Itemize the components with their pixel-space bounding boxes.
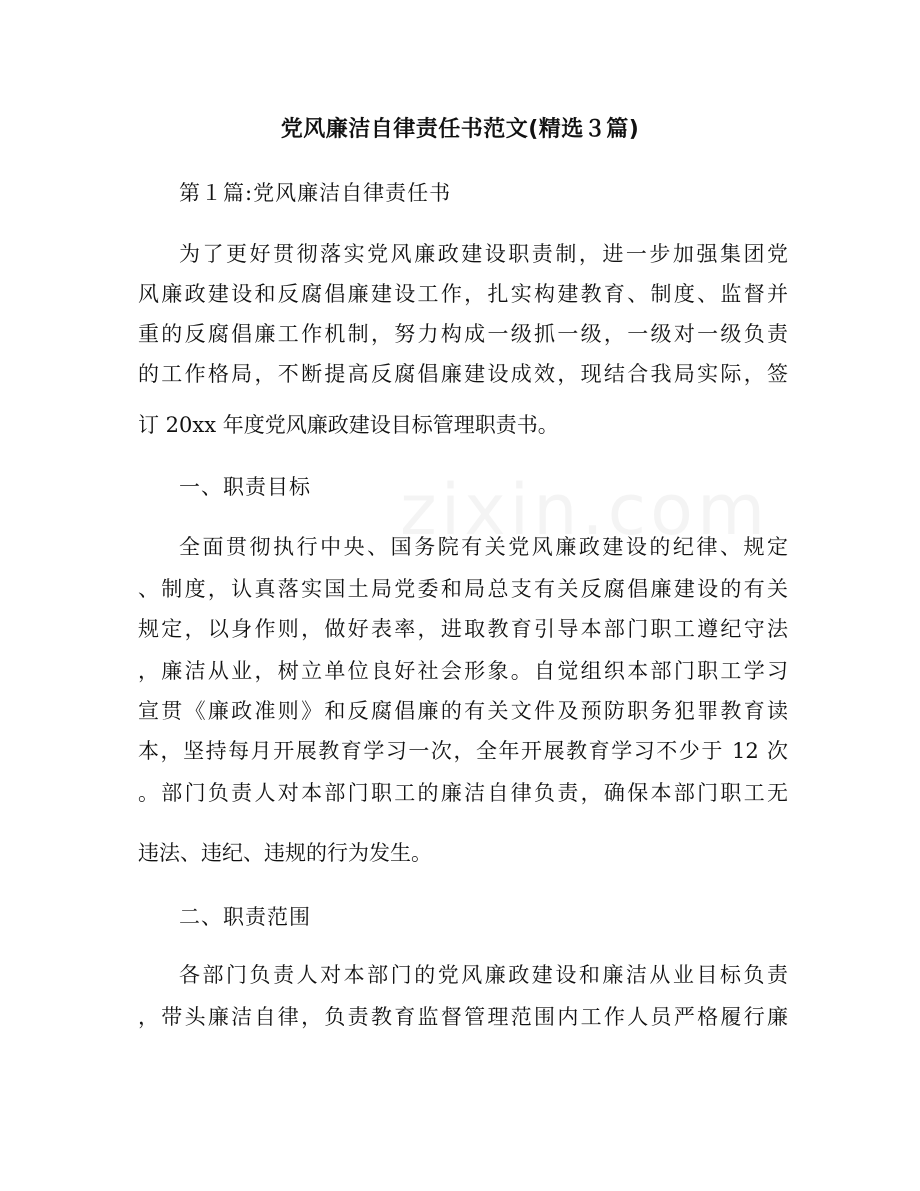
paragraph-line: ，廉洁从业，树立单位良好社会形象。自觉组织本部门职工学习	[138, 659, 788, 683]
paragraph-line: 风廉政建设和反腐倡廉建设工作，扎实构建教育、制度、监督并	[138, 282, 788, 306]
paragraph-line: 违法、违纪、违规的行为发生。	[138, 841, 432, 865]
paragraph-line: 重的反腐倡廉工作机制，努力构成一级抓一级，一级对一级负责	[138, 322, 788, 346]
paragraph-line: 、制度，认真落实国土局党委和局总支有关反腐倡廉建设的有关	[138, 577, 788, 601]
document-title: 党风廉洁自律责任书范文(精选３篇)	[280, 117, 640, 142]
section-heading: 二、职责范围	[179, 905, 311, 929]
paragraph-line: 的工作格局，不断提高反腐倡廉建设成效，现结合我局实际，签	[138, 362, 788, 386]
paragraph-line: ，带头廉洁自律，负责教育监督管理范围内工作人员严格履行廉	[138, 1005, 788, 1029]
section-subtitle: 第１篇:党风廉洁自律责任书	[179, 181, 452, 205]
paragraph-line: 为了更好贯彻落实党风廉政建设职责制，进一步加强集团党	[179, 242, 788, 266]
paragraph-line: 各部门负责人对本部门的党风廉政建设和廉洁从业目标负责	[179, 963, 788, 987]
paragraph-line: 订 20xx 年度党风廉政建设目标管理职责书。	[138, 413, 559, 437]
paragraph-line: 本，坚持每月开展教育学习一次，全年开展教育学习不少于 12 次	[138, 739, 788, 763]
paragraph-line: 宣贯《廉政准则》和反腐倡廉的有关文件及预防职务犯罪教育读	[138, 699, 788, 723]
paragraph-line: 。部门负责人对本部门职工的廉洁自律负责，确保本部门职工无	[138, 781, 788, 805]
paragraph-line: 规定，以身作则，做好表率，进取教育引导本部门职工遵纪守法	[138, 617, 788, 641]
paragraph-line: 全面贯彻执行中央、国务院有关党风廉政建设的纪律、规定	[179, 535, 788, 559]
section-heading: 一、职责目标	[179, 475, 311, 499]
